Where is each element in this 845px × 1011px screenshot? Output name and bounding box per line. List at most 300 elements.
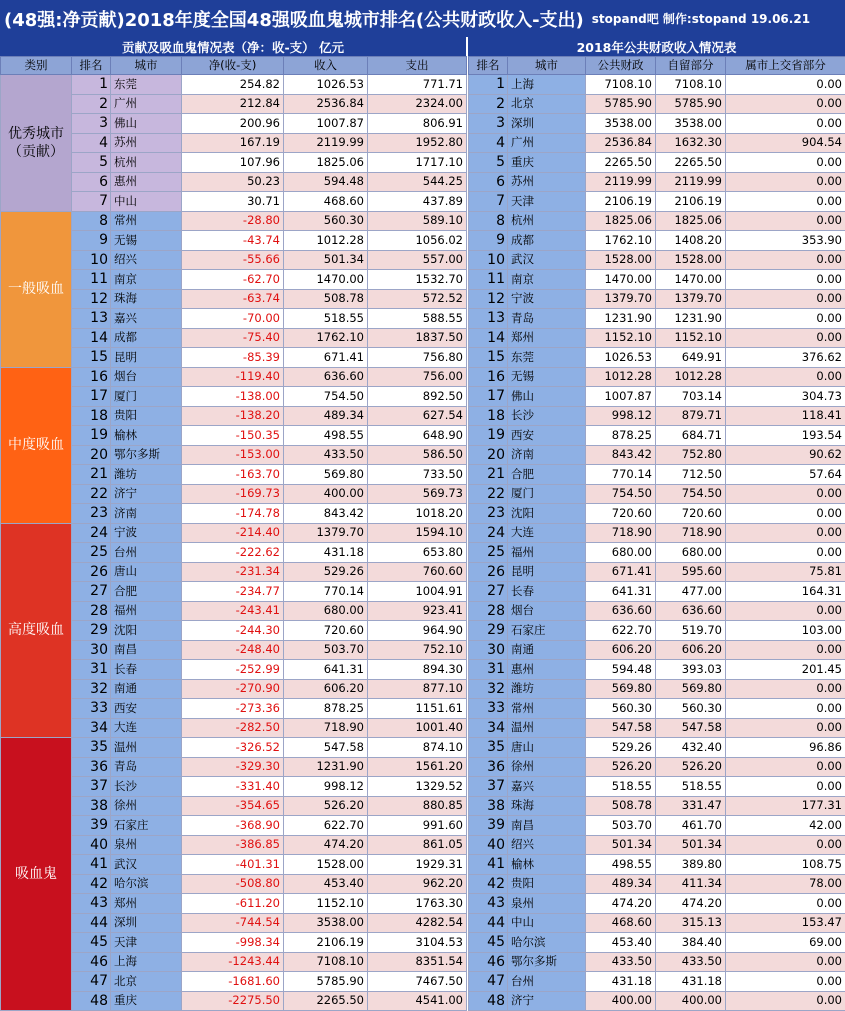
expense-cell: 1329.52	[368, 777, 467, 797]
rank-cell: 48	[469, 991, 508, 1011]
city-cell: 哈尔滨	[111, 874, 182, 894]
rank-cell: 34	[72, 718, 111, 738]
city-cell: 南昌	[508, 816, 586, 836]
net-value-cell: -150.35	[182, 426, 284, 446]
city-cell: 贵阳	[508, 874, 586, 894]
net-value-cell: -70.00	[182, 309, 284, 329]
expense-cell: 4541.00	[368, 991, 467, 1011]
public-revenue-cell: 489.34	[586, 874, 656, 894]
expense-cell: 627.54	[368, 406, 467, 426]
retained-revenue-cell: 703.14	[656, 387, 726, 407]
income-cell: 547.58	[284, 738, 368, 758]
public-revenue-cell: 1007.87	[586, 387, 656, 407]
city-cell: 天津	[508, 192, 586, 212]
expense-cell: 437.89	[368, 192, 467, 212]
province-share-cell: 0.00	[726, 835, 845, 855]
rank-cell: 2	[469, 94, 508, 114]
city-cell: 上海	[111, 952, 182, 972]
city-cell: 济宁	[111, 484, 182, 504]
income-cell: 1012.28	[284, 231, 368, 251]
expense-cell: 572.52	[368, 289, 467, 309]
expense-cell: 8351.54	[368, 952, 467, 972]
retained-revenue-cell: 547.58	[656, 718, 726, 738]
public-revenue-cell: 754.50	[586, 484, 656, 504]
rank-cell: 38	[72, 796, 111, 816]
province-share-cell: 0.00	[726, 309, 845, 329]
city-cell: 石家庄	[508, 621, 586, 641]
net-value-cell: -138.00	[182, 387, 284, 407]
rank-cell: 23	[72, 504, 111, 524]
public-revenue-cell: 7108.10	[586, 75, 656, 95]
retained-revenue-cell: 636.60	[656, 601, 726, 621]
table-row	[469, 621, 845, 641]
province-share-cell: 69.00	[726, 933, 845, 953]
city-cell: 榆林	[111, 426, 182, 446]
city-cell: 徐州	[508, 757, 586, 777]
retained-revenue-cell: 606.20	[656, 640, 726, 660]
retained-revenue-cell: 431.18	[656, 972, 726, 992]
rank-cell: 32	[72, 679, 111, 699]
city-cell: 泉州	[111, 835, 182, 855]
net-value-cell: -386.85	[182, 835, 284, 855]
retained-revenue-cell: 501.34	[656, 835, 726, 855]
public-revenue-cell: 1026.53	[586, 348, 656, 368]
category-label: 高度吸血	[1, 523, 72, 738]
province-share-cell: 96.86	[726, 738, 845, 758]
table-row	[469, 445, 845, 465]
rank-cell: 8	[72, 211, 111, 231]
expense-cell: 892.50	[368, 387, 467, 407]
net-value-cell: -243.41	[182, 601, 284, 621]
retained-revenue-cell: 560.30	[656, 699, 726, 719]
public-revenue-cell: 400.00	[586, 991, 656, 1011]
province-share-cell: 0.00	[726, 777, 845, 797]
table-row	[469, 133, 845, 153]
rank-cell: 3	[72, 114, 111, 134]
retained-revenue-cell: 649.91	[656, 348, 726, 368]
retained-revenue-cell: 752.80	[656, 445, 726, 465]
public-revenue-cell: 606.20	[586, 640, 656, 660]
retained-revenue-cell: 477.00	[656, 582, 726, 602]
province-share-cell: 0.00	[726, 328, 845, 348]
public-revenue-cell: 998.12	[586, 406, 656, 426]
income-cell: 754.50	[284, 387, 368, 407]
table-row	[469, 484, 845, 504]
rank-cell: 48	[72, 991, 111, 1011]
rank-cell: 13	[72, 309, 111, 329]
table-row	[469, 250, 845, 270]
city-cell: 东莞	[508, 348, 586, 368]
rank-cell: 6	[72, 172, 111, 192]
expense-cell: 733.50	[368, 465, 467, 485]
city-cell: 长春	[508, 582, 586, 602]
net-value-cell: -331.40	[182, 777, 284, 797]
rank-cell: 23	[469, 504, 508, 524]
expense-cell: 1929.31	[368, 855, 467, 875]
income-cell: 718.90	[284, 718, 368, 738]
rank-cell: 36	[72, 757, 111, 777]
rank-cell: 14	[72, 328, 111, 348]
public-revenue-cell: 503.70	[586, 816, 656, 836]
city-cell: 唐山	[111, 562, 182, 582]
rank-cell: 37	[469, 777, 508, 797]
net-value-cell: -329.30	[182, 757, 284, 777]
expense-cell: 771.71	[368, 75, 467, 95]
rank-cell: 4	[469, 133, 508, 153]
public-revenue-cell: 1762.10	[586, 231, 656, 251]
city-cell: 昆明	[508, 562, 586, 582]
province-share-cell: 376.62	[726, 348, 845, 368]
rank-cell: 43	[469, 894, 508, 914]
table-row	[469, 426, 845, 446]
province-share-cell: 0.00	[726, 172, 845, 192]
public-revenue-cell: 2119.99	[586, 172, 656, 192]
retained-revenue-cell: 720.60	[656, 504, 726, 524]
expense-cell: 923.41	[368, 601, 467, 621]
column-header: 支出	[368, 57, 467, 75]
expense-cell: 7467.50	[368, 972, 467, 992]
category-label: 一般吸血	[1, 211, 72, 367]
city-cell: 福州	[508, 543, 586, 563]
public-revenue-cell: 1012.28	[586, 367, 656, 387]
province-share-cell: 0.00	[726, 640, 845, 660]
retained-revenue-cell: 1632.30	[656, 133, 726, 153]
category-label: 吸血鬼	[1, 738, 72, 1011]
income-cell: 843.42	[284, 504, 368, 524]
rank-cell: 12	[72, 289, 111, 309]
rank-cell: 19	[72, 426, 111, 446]
public-revenue-cell: 501.34	[586, 835, 656, 855]
income-cell: 2536.84	[284, 94, 368, 114]
rank-cell: 22	[72, 484, 111, 504]
rank-cell: 44	[469, 913, 508, 933]
retained-revenue-cell: 1152.10	[656, 328, 726, 348]
table-row	[469, 75, 845, 95]
city-cell: 台州	[111, 543, 182, 563]
right-header-row	[469, 57, 845, 75]
table-row	[469, 465, 845, 485]
city-cell: 石家庄	[111, 816, 182, 836]
city-cell: 长沙	[508, 406, 586, 426]
city-cell: 嘉兴	[508, 777, 586, 797]
province-share-cell: 353.90	[726, 231, 845, 251]
income-cell: 560.30	[284, 211, 368, 231]
public-revenue-cell: 518.55	[586, 777, 656, 797]
net-value-cell: -174.78	[182, 504, 284, 524]
province-share-cell: 0.00	[726, 757, 845, 777]
rank-cell: 46	[72, 952, 111, 972]
city-cell: 武汉	[111, 855, 182, 875]
retained-revenue-cell: 1528.00	[656, 250, 726, 270]
income-cell: 7108.10	[284, 952, 368, 972]
rank-cell: 5	[469, 153, 508, 173]
expense-cell: 894.30	[368, 660, 467, 680]
public-revenue-cell: 843.42	[586, 445, 656, 465]
net-value-cell: 254.82	[182, 75, 284, 95]
expense-cell: 1717.10	[368, 153, 467, 173]
city-cell: 长沙	[111, 777, 182, 797]
rank-cell: 28	[469, 601, 508, 621]
retained-revenue-cell: 331.47	[656, 796, 726, 816]
expense-cell: 1001.40	[368, 718, 467, 738]
public-revenue-cell: 2536.84	[586, 133, 656, 153]
expense-cell: 874.10	[368, 738, 467, 758]
city-cell: 苏州	[111, 133, 182, 153]
income-cell: 1379.70	[284, 523, 368, 543]
table-row	[469, 816, 845, 836]
net-value-cell: -2275.50	[182, 991, 284, 1011]
public-revenue-cell: 3538.00	[586, 114, 656, 134]
income-cell: 5785.90	[284, 972, 368, 992]
rank-cell: 39	[469, 816, 508, 836]
table-row	[469, 952, 845, 972]
expense-cell: 861.05	[368, 835, 467, 855]
net-value-cell: -62.70	[182, 270, 284, 290]
rank-cell: 1	[72, 75, 111, 95]
city-cell: 温州	[508, 718, 586, 738]
column-header: 公共财政	[586, 57, 656, 75]
income-cell: 474.20	[284, 835, 368, 855]
retained-revenue-cell: 432.40	[656, 738, 726, 758]
net-value-cell: -270.90	[182, 679, 284, 699]
province-share-cell: 193.54	[726, 426, 845, 446]
public-revenue-cell: 720.60	[586, 504, 656, 524]
city-cell: 常州	[111, 211, 182, 231]
rank-cell: 11	[72, 270, 111, 290]
table-row	[469, 991, 845, 1011]
city-cell: 泉州	[508, 894, 586, 914]
public-revenue-cell: 498.55	[586, 855, 656, 875]
public-revenue-cell: 1825.06	[586, 211, 656, 231]
province-share-cell: 0.00	[726, 601, 845, 621]
city-cell: 郑州	[111, 894, 182, 914]
table-row	[469, 874, 845, 894]
rank-cell: 26	[469, 562, 508, 582]
retained-revenue-cell: 411.34	[656, 874, 726, 894]
expense-cell: 1837.50	[368, 328, 467, 348]
expense-cell: 756.00	[368, 367, 467, 387]
expense-cell: 1561.20	[368, 757, 467, 777]
retained-revenue-cell: 384.40	[656, 933, 726, 953]
retained-revenue-cell: 754.50	[656, 484, 726, 504]
city-cell: 成都	[111, 328, 182, 348]
income-cell: 1470.00	[284, 270, 368, 290]
rank-cell: 43	[72, 894, 111, 914]
expense-cell: 557.00	[368, 250, 467, 270]
retained-revenue-cell: 433.50	[656, 952, 726, 972]
retained-revenue-cell: 1012.28	[656, 367, 726, 387]
province-share-cell: 0.00	[726, 504, 845, 524]
rank-cell: 33	[469, 699, 508, 719]
public-revenue-cell: 5785.90	[586, 94, 656, 114]
public-revenue-cell: 594.48	[586, 660, 656, 680]
net-value-cell: -611.20	[182, 894, 284, 914]
rank-cell: 22	[469, 484, 508, 504]
retained-revenue-cell: 879.71	[656, 406, 726, 426]
retained-revenue-cell: 595.60	[656, 562, 726, 582]
province-share-cell: 0.00	[726, 543, 845, 563]
table-row	[469, 543, 845, 563]
income-cell: 1026.53	[284, 75, 368, 95]
rank-cell: 24	[72, 523, 111, 543]
income-cell: 498.55	[284, 426, 368, 446]
rank-cell: 31	[72, 660, 111, 680]
city-cell: 中山	[508, 913, 586, 933]
city-cell: 台州	[508, 972, 586, 992]
province-share-cell: 0.00	[726, 367, 845, 387]
income-cell: 680.00	[284, 601, 368, 621]
city-cell: 南通	[111, 679, 182, 699]
province-share-cell: 0.00	[726, 250, 845, 270]
expense-cell: 1594.10	[368, 523, 467, 543]
city-cell: 鄂尔多斯	[508, 952, 586, 972]
rank-cell: 39	[72, 816, 111, 836]
income-cell: 529.26	[284, 562, 368, 582]
retained-revenue-cell: 474.20	[656, 894, 726, 914]
city-cell: 潍坊	[111, 465, 182, 485]
province-share-cell: 0.00	[726, 270, 845, 290]
retained-revenue-cell: 315.13	[656, 913, 726, 933]
retained-revenue-cell: 1231.90	[656, 309, 726, 329]
net-value-cell: -169.73	[182, 484, 284, 504]
expense-cell: 1952.80	[368, 133, 467, 153]
net-value-cell: 212.84	[182, 94, 284, 114]
rank-cell: 15	[469, 348, 508, 368]
rank-cell: 11	[469, 270, 508, 290]
net-value-cell: -368.90	[182, 816, 284, 836]
net-value-cell: -998.34	[182, 933, 284, 953]
rank-cell: 28	[72, 601, 111, 621]
city-cell: 榆林	[508, 855, 586, 875]
table-row	[469, 718, 845, 738]
table-row	[469, 582, 845, 602]
table-row	[469, 153, 845, 173]
rank-cell: 33	[72, 699, 111, 719]
income-cell: 606.20	[284, 679, 368, 699]
province-share-cell: 0.00	[726, 211, 845, 231]
rank-cell: 40	[469, 835, 508, 855]
city-cell: 重庆	[508, 153, 586, 173]
city-cell: 大连	[111, 718, 182, 738]
public-revenue-cell: 622.70	[586, 621, 656, 641]
income-cell: 671.41	[284, 348, 368, 368]
rank-cell: 7	[469, 192, 508, 212]
contribution-table	[0, 56, 467, 1011]
rank-cell: 25	[72, 543, 111, 563]
province-share-cell: 177.31	[726, 796, 845, 816]
public-revenue-cell: 680.00	[586, 543, 656, 563]
public-revenue-cell: 1528.00	[586, 250, 656, 270]
retained-revenue-cell: 393.03	[656, 660, 726, 680]
city-cell: 济宁	[508, 991, 586, 1011]
city-cell: 贵阳	[111, 406, 182, 426]
income-cell: 2119.99	[284, 133, 368, 153]
province-share-cell: 0.00	[726, 718, 845, 738]
public-revenue-cell: 468.60	[586, 913, 656, 933]
table-row	[1, 738, 467, 758]
table-row	[469, 972, 845, 992]
rank-cell: 21	[469, 465, 508, 485]
rank-cell: 47	[72, 972, 111, 992]
rank-cell: 19	[469, 426, 508, 446]
public-revenue-cell: 508.78	[586, 796, 656, 816]
rank-cell: 10	[72, 250, 111, 270]
net-value-cell: -234.77	[182, 582, 284, 602]
province-share-cell: 0.00	[726, 289, 845, 309]
table-row	[1, 523, 467, 543]
city-cell: 佛山	[111, 114, 182, 134]
income-cell: 1825.06	[284, 153, 368, 173]
city-cell: 厦门	[111, 387, 182, 407]
expense-cell: 586.50	[368, 445, 467, 465]
public-revenue-cell: 641.31	[586, 582, 656, 602]
city-cell: 青岛	[111, 757, 182, 777]
expense-cell: 4282.54	[368, 913, 467, 933]
table-row	[469, 933, 845, 953]
income-cell: 770.14	[284, 582, 368, 602]
rank-cell: 2	[72, 94, 111, 114]
income-cell: 431.18	[284, 543, 368, 563]
rank-cell: 26	[72, 562, 111, 582]
rank-cell: 13	[469, 309, 508, 329]
city-cell: 宁波	[111, 523, 182, 543]
city-cell: 北京	[508, 94, 586, 114]
city-cell: 沈阳	[508, 504, 586, 524]
rank-cell: 3	[469, 114, 508, 134]
expense-cell: 1004.91	[368, 582, 467, 602]
category-label: 优秀城市（贡献）	[1, 75, 72, 212]
province-share-cell: 164.31	[726, 582, 845, 602]
income-cell: 503.70	[284, 640, 368, 660]
column-header: 类别	[1, 57, 72, 75]
city-cell: 沈阳	[111, 621, 182, 641]
city-cell: 广州	[508, 133, 586, 153]
expense-cell: 1151.61	[368, 699, 467, 719]
retained-revenue-cell: 684.71	[656, 426, 726, 446]
retained-revenue-cell: 7108.10	[656, 75, 726, 95]
right-section-title: 2018年公共财政收入情况表	[468, 37, 845, 56]
city-cell: 中山	[111, 192, 182, 212]
public-revenue-cell: 529.26	[586, 738, 656, 758]
table-row	[469, 894, 845, 914]
left-section-title: 贡献及吸血鬼情况表（净：收-支） 亿元	[0, 37, 466, 56]
left-header-row	[1, 57, 467, 75]
table-row	[469, 913, 845, 933]
city-cell: 成都	[508, 231, 586, 251]
public-revenue-cell: 1152.10	[586, 328, 656, 348]
city-cell: 南京	[508, 270, 586, 290]
income-cell: 720.60	[284, 621, 368, 641]
province-share-cell: 57.64	[726, 465, 845, 485]
column-header: 收入	[284, 57, 368, 75]
rank-cell: 8	[469, 211, 508, 231]
city-cell: 嘉兴	[111, 309, 182, 329]
table-row	[469, 328, 845, 348]
net-value-cell: -244.30	[182, 621, 284, 641]
income-cell: 2106.19	[284, 933, 368, 953]
income-cell: 1528.00	[284, 855, 368, 875]
public-revenue-cell: 636.60	[586, 601, 656, 621]
retained-revenue-cell: 1470.00	[656, 270, 726, 290]
table-row	[469, 601, 845, 621]
table-row	[469, 94, 845, 114]
table-row	[469, 640, 845, 660]
table-row	[469, 523, 845, 543]
net-value-cell: 107.96	[182, 153, 284, 173]
province-share-cell: 304.73	[726, 387, 845, 407]
retained-revenue-cell: 3538.00	[656, 114, 726, 134]
rank-cell: 16	[469, 367, 508, 387]
